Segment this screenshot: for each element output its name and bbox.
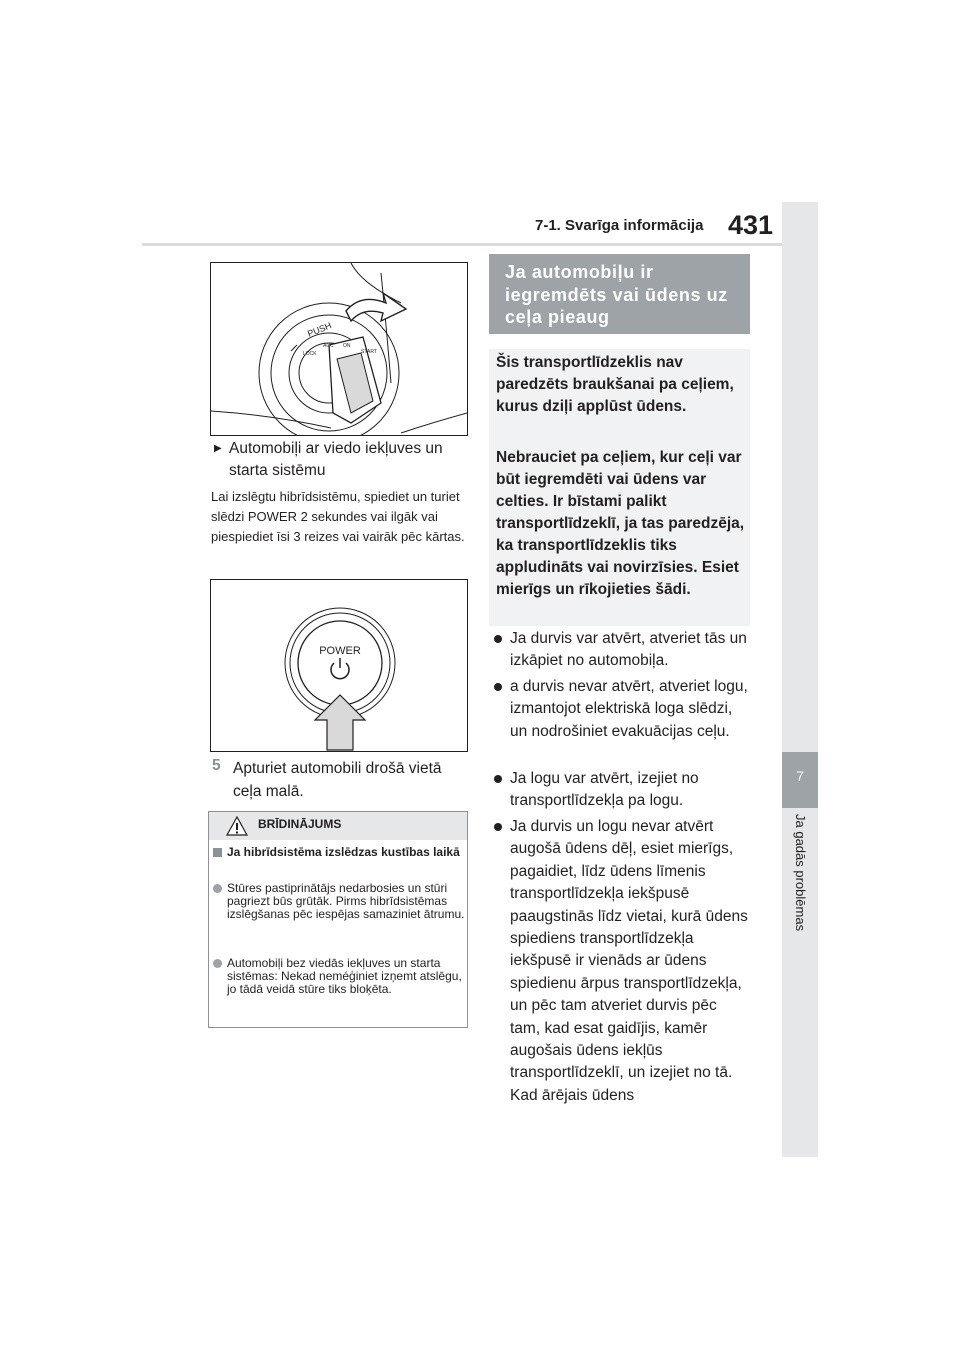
start-label: START [361,349,377,355]
warning-item: Stūres pastiprinātājs nedarbosies un stūri pagriezt būs grūtāk. Pirms hibrīdsistēmas izslēgšanas pēc iespējas samaziniet ātrumu. [213,882,465,921]
power-label: POWER [319,645,361,657]
subheading: Automobiļi ar viedo iekļuves un starta sistēmu [229,440,443,479]
ignition-key-drawing [211,263,467,435]
section-title: 7-1. Svarīga informācija [535,217,704,234]
step-text: Apturiet automobili drošā vietā ceļa malā. [233,760,442,800]
chapter-title: Ja gadās problēmas [793,814,808,932]
power-button-illustration [210,579,468,752]
warning-triangle-icon [226,816,248,836]
list-item: Ja durvis un logu nevar atvērt augošā ūdens dēļ, esiet mierīgs, pagaidiet, līdz ūdens līmenis transportlīdzekļa iekšpusē paaugstinās līdz vietai, kurā ūdens spiediens transportlīdzekļa iekšpusē ir vienāds ar ūdens spiedienu ārpus transportlīdzekļa, un pēc tam atveriet durvis pēc tam, kad esat gaidījis, kamēr augošais ūdens iekļūs transportlīdzeklī, un izejiet no tā. Kad ārējais ūdens [494,816,748,1107]
warning-title: BRĪDINĀJUMS [258,817,342,831]
list-item: Ja logu var atvērt, izejiet no transportlīdzekļa pa logu. [494,768,748,813]
list-item: a durvis nevar atvērt, atveriet logu, izmantojot elektriskā loga slēdzi, un nodrošiniet evakuācijas ceļu. [494,676,748,743]
chapter-side-tab [782,202,818,1157]
body-paragraph: Lai izslēgtu hibrīdsistēmu, spiediet un turiet slēdzi POWER 2 sekundes vai ilgāk vai piespiediet īsi 3 reizes vai vairāk pēc kārtas. [211,489,465,544]
page-number: 431 [728,210,774,240]
header-divider [142,243,784,246]
warning-item: Automobiļi bez viedās iekļuves un starta sistēmas: Nekad neméģiniet izņemt atslēgu, jo tādā veidā stūre tiks bloķēta. [213,957,465,996]
list-item: Ja durvis var atvērt, atveriet tās un izkāpiet no automobiļa. [494,628,748,673]
subheading-arrow-icon: ▶ [214,443,222,454]
power-button-drawing [211,580,467,751]
bullet-icon [494,635,502,643]
acc-label: ACC [323,343,334,349]
chapter-number: 7 [796,768,804,784]
square-bullet-icon [213,848,222,857]
push-label: PUSH [306,320,333,339]
step-number: 5 [212,757,221,774]
caution-paragraph: Nebrauciet pa ceļiem, kur ceļi var būt iegremdēti vai ūdens var celties. Ir bīstami palikt transportlīdzeklī, ja tas paredzēja, ka transportlīdzeklis tiks appludināts vai novirzīsies. Esiet mierīgs un rīkojieties šādi. [496,449,745,598]
bullet-icon [494,823,502,831]
lock-label: LOCK [303,351,317,357]
circle-bullet-icon [213,884,222,893]
warning-heading: Ja hibrīdsistēma izslēdzas kustības laikā [213,846,461,859]
on-label: ON [343,343,351,349]
bullet-icon [494,775,502,783]
bullet-icon [494,683,502,691]
ignition-key-illustration [210,262,468,436]
circle-bullet-icon [213,959,222,968]
press-arrow-icon [315,695,365,750]
caution-paragraph: Šis transportlīdzeklis nav paredzēts braukšanai pa ceļiem, kurus dziļi applūst ūdens. [496,354,734,415]
section-heading: Ja automobiļu ir iegremdēts vai ūdens uz ceļa pieaug [505,262,728,327]
